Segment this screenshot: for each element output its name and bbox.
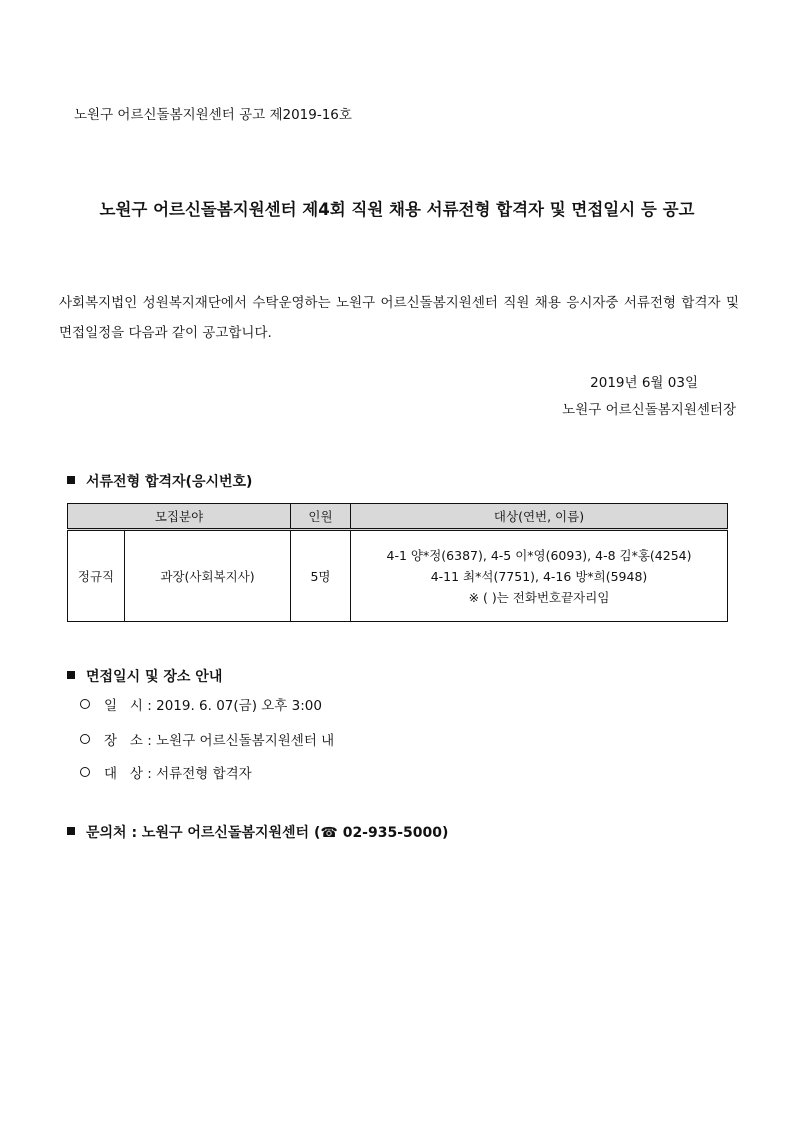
info-value: 서류전형 합격자 <box>156 766 252 782</box>
cell-position: 과장(사회복지사) <box>125 530 291 622</box>
notice-number: 노원구 어르신돌봄지원센터 공고 제2019-16호 <box>74 107 352 123</box>
info-label: 대 상 <box>104 766 143 782</box>
table-header-row <box>68 504 728 530</box>
info-label: 장 소 <box>104 733 143 749</box>
section-heading: 면접일시 및 장소 안내 <box>86 669 223 685</box>
announcement-date: 2019년 6월 03일 <box>590 375 698 391</box>
table-note: ※ ( )는 전화번호끝자리임 <box>468 589 610 605</box>
candidate-line: 4-1 양*정(6387), 4-5 이*영(6093), 4-8 김*홍(4254) <box>386 547 692 563</box>
intro-paragraph: 사회복지법인 성원복지재단에서 수탁운영하는 노원구 어르신돌봄지원센터 직원 채용 응시자중 서류전형 합격자 및 면접일정을 다음과 같이 공고합니다. <box>59 295 739 341</box>
info-value: 노원구 어르신돌봄지원센터 내 <box>156 733 335 749</box>
signer: 노원구 어르신돌봄지원센터장 <box>562 402 736 418</box>
column-header-field: 모집분야 <box>68 504 291 530</box>
info-item-target: 대 상 : 서류전형 합격자 <box>80 762 252 782</box>
circle-bullet-icon <box>80 767 90 777</box>
column-header-count: 인원 <box>291 504 351 530</box>
page-title: 노원구 어르신돌봄지원센터 제4회 직원 채용 서류전형 합격자 및 면접일시 등 공고 <box>99 200 695 219</box>
cell-category: 정규직 <box>68 530 125 622</box>
info-item-place: 장 소 : 노원구 어르신돌봄지원센터 내 <box>80 729 334 749</box>
phone-icon: ☎ <box>320 825 338 841</box>
cell-count: 5명 <box>291 530 351 622</box>
section-heading: 서류전형 합격자(응시번호) <box>86 474 253 490</box>
table-row <box>68 530 728 622</box>
info-label: 일 시 <box>104 698 143 714</box>
candidate-line: 4-11 최*석(7751), 4-16 방*희(5948) <box>430 568 648 584</box>
contact-phone: 02-935-5000 <box>342 825 442 841</box>
column-header-target: 대상(연번, 이름) <box>351 504 728 530</box>
contact-org: 노원구 어르신돌봄지원센터 <box>141 825 310 841</box>
circle-bullet-icon <box>80 699 90 709</box>
square-bullet-icon <box>67 827 75 835</box>
info-value: 2019. 6. 07(금) 오후 3:00 <box>156 698 322 714</box>
square-bullet-icon <box>67 476 75 484</box>
results-table <box>67 503 728 622</box>
circle-bullet-icon <box>80 734 90 744</box>
contact-label: 문의처 : <box>86 825 138 841</box>
section-document-results <box>67 471 252 491</box>
square-bullet-icon <box>67 671 75 679</box>
info-item-datetime: 일 시 : 2019. 6. 07(금) 오후 3:00 <box>80 694 322 714</box>
cell-candidates <box>351 530 728 622</box>
section-interview-info <box>67 666 222 686</box>
section-contact: 문의처 : 노원구 어르신돌봄지원센터 (☎ 02-935-5000) <box>67 822 448 842</box>
